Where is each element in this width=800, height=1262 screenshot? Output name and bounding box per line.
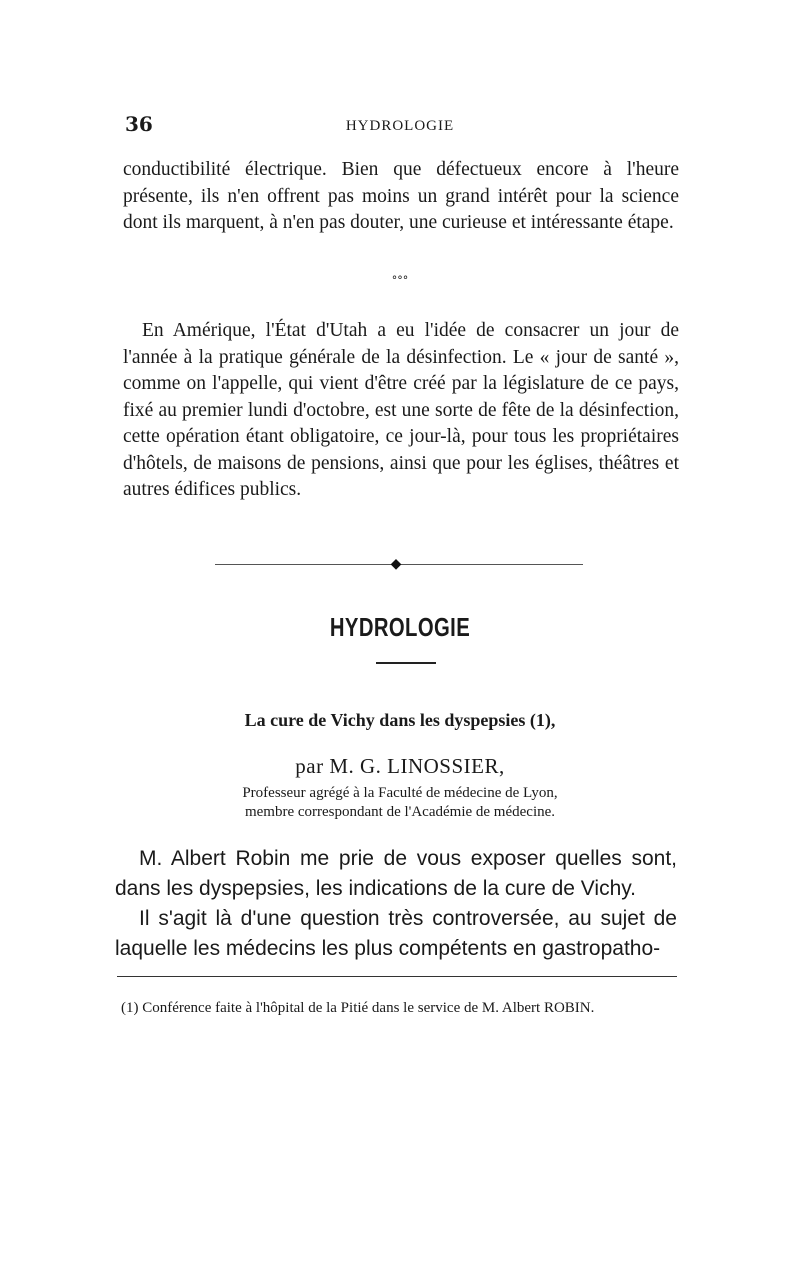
title-rule [376, 662, 436, 664]
author-affiliation-line1: Professeur agrégé à la Faculté de médecine de Lyon, [242, 785, 558, 801]
article-title: La cure de Vichy dans les dyspepsies (1), [244, 710, 556, 730]
article-paragraph-2: Il s'agit là d'une question très controversée, au sujet de laquelle les médecins les plus compétents en gastropatho- [115, 907, 677, 960]
asterism: °°° [391, 274, 409, 287]
article-paragraph-1: M. Albert Robin me prie de vous exposer quelles sont, dans les dyspepsies, les indications de la cure de Vichy. [115, 847, 677, 900]
article-author: par M. G. LINOSSIER, [295, 754, 505, 778]
footnote-rule [117, 976, 677, 977]
page-number: 36 [125, 112, 153, 136]
section-title: HYDROLOGIE [329, 612, 471, 642]
author-affiliation-line2: membre correspondant de l'Académie de médecine. [244, 804, 556, 820]
america-paragraph: En Amérique, l'État d'Utah a eu l'idée de consacrer un jour de l'année à la pratique générale de la désinfection. Le « jour de santé », comme on l'appelle, qui vient d'être créé par la législature de ce pays, fixé au premier lundi d'octobre, est une sorte de fête de la désinfection, cette opération étant obligatoire, ce jour-là, pour tous les propriétaires d'hôtels, de maisons de pensions, ainsi que pour les églises, théâtres et autres édifices publics. [123, 320, 679, 500]
running-head: HYDROLOGIE [345, 118, 455, 134]
footnote: (1) Conférence faite à l'hôpital de la Pitié dans le service de M. Albert ROBIN. [121, 1000, 595, 1016]
intro-paragraph: conductibilité électrique. Bien que défectueux encore à l'heure présente, ils n'en offrent pas moins un grand intérêt pour la science dont ils marquent, à n'en pas douter, une curieuse et intéressante étape. [123, 159, 679, 233]
diamond-ornament-icon: ◆ [390, 556, 402, 572]
